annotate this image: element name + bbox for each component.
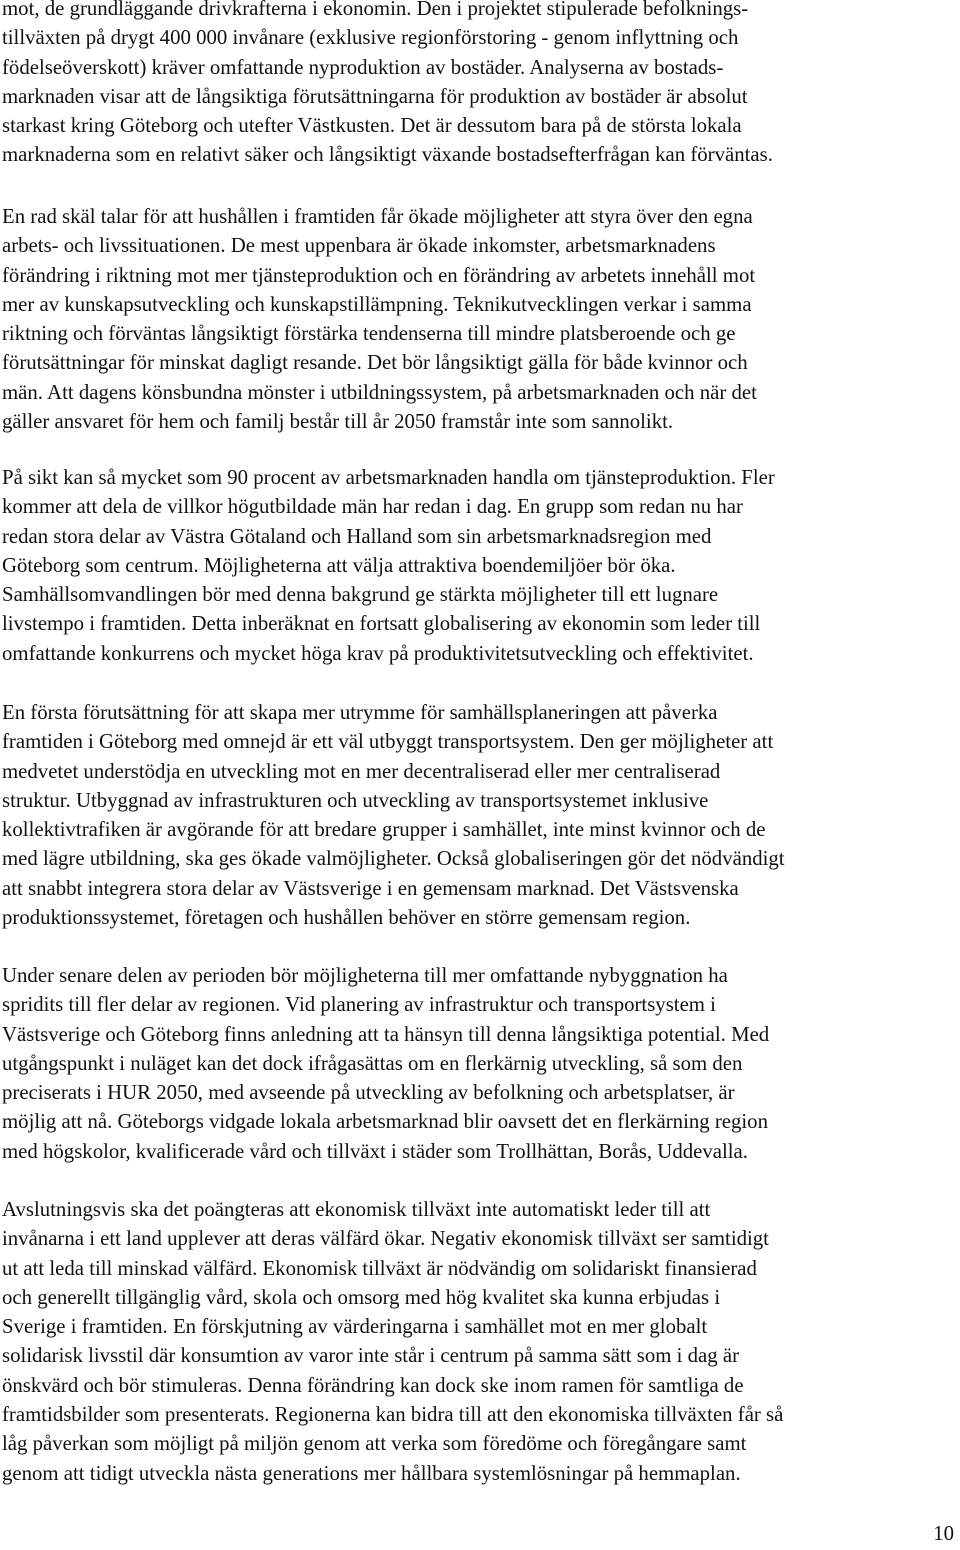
text-line: preciserats i HUR 2050, med avseende på utveckling av befolkning och arbetsplatser, är [2, 1081, 735, 1105]
text-line: medvetet understödja en utveckling mot en mer decentraliserad eller mer centraliserad [2, 759, 721, 783]
text-line: arbets- och livssituationen. De mest uppenbara är ökade inkomster, arbetsmarknadens [2, 234, 716, 258]
text-line: låg påverkan som möjligt på miljön genom att verka som föredöme och föregångare samt [2, 1432, 747, 1456]
text-line: Samhällsomvandlingen bör med denna bakgrund ge stärkta möjligheter till ett lugnare [2, 583, 719, 607]
paragraph-2 [2, 202, 757, 436]
text-line: Sverige i framtiden. En förskjutning av värderingarna i samhället mot en mer globalt [2, 1315, 708, 1339]
text-line: marknaderna som en relativt säker och långsiktigt växande bostadsefterfrågan kan förväntas. [2, 143, 773, 167]
text-line: män. Att dagens könsbundna mönster i utbildningssystem, på arbetsmarknaden och när det [2, 380, 757, 404]
text-line: framtidsbilder som presenterats. Regionerna kan bidra till att den ekonomiska tillväxten får så [2, 1403, 784, 1427]
text-line: Under senare delen av perioden bör möjligheterna till mer omfattande nybyggnation ha [2, 964, 728, 987]
text-line: livstempo i framtiden. Detta inberäknat en fortsatt globalisering av ekonomin som leder till [2, 612, 761, 636]
text-line: omfattande konkurrens och mycket höga krav på produktivitetsutveckling och effektivitet. [2, 641, 754, 665]
text-line: marknaden visar att de långsiktiga förutsättningarna för produktion av bostäder är absolut [2, 84, 748, 108]
text-line: kollektivtrafiken är avgörande för att bredare grupper i samhället, inte minst kvinnor och de [2, 818, 766, 842]
text-line: Västsverige och Göteborg finns anledning att ta hänsyn till denna långsiktiga potential. Med [2, 1022, 770, 1046]
paragraph-5 [2, 961, 769, 1166]
text-line: med högskolor, kvalificerade vård och tillväxt i städer som Trollhättan, Borås, Uddevalla. [2, 1139, 748, 1163]
text-line: och generellt tillgänglig vård, skola och omsorg med hög kvalitet ska kunna erbjudas i [2, 1285, 721, 1309]
text-line: Avslutningsvis ska det poängteras att ekonomisk tillväxt inte automatiskt leder till att [2, 1198, 711, 1221]
text-line: En första förutsättning för att skapa mer utrymme för samhällsplaneringen att påverka [2, 701, 718, 724]
text-line: tillväxten på drygt 400 000 invånare (exklusive regionförstoring - genom inflyttning och [2, 26, 739, 50]
text-line: Göteborg som centrum. Möjligheterna att välja attraktiva boendemiljöer bör öka. [2, 553, 676, 577]
text-line: att snabbt integrera stora delar av Västsverige i en gemensam marknad. Det Västsvenska [2, 876, 739, 900]
text-line: kommer att dela de villkor högutbildade män har redan i dag. En grupp som redan nu har [2, 495, 743, 519]
text-line: utgångspunkt i nuläget kan det dock ifrågasättas om en flerkärnig utveckling, så som den [2, 1051, 743, 1075]
text-line: På sikt kan så mycket som 90 procent av arbetsmarknaden handla om tjänsteproduktion. Fler [2, 466, 775, 489]
text-line: gäller ansvaret för hem och familj består till år 2050 framstår inte som sannolikt. [2, 410, 674, 434]
text-line: struktur. Utbyggnad av infrastrukturen och utveckling av transportsystemet inklusive [2, 788, 709, 812]
text-line: framtiden i Göteborg med omnejd är ett väl utbyggt transportsystem. Den ger möjligheter att [2, 730, 774, 754]
text-line: genom att tidigt utveckla nästa generations mer hållbara systemlösningar på hemmaplan. [2, 1461, 741, 1485]
text-line: produktionssystemet, företagen och hushållen behöver en större gemensam region. [2, 906, 691, 930]
paragraph-4 [2, 698, 785, 932]
text-line: förändring i riktning mot mer tjänsteproduktion och en förändring av arbetets innehåll mot [2, 263, 756, 287]
text-line: riktning och förväntas långsiktigt förstärka tendenserna till mindre platsberoende och ge [2, 322, 736, 346]
paragraph-1 [2, 0, 773, 170]
paragraph-6 [2, 1195, 783, 1488]
text-line: mot, de grundläggande drivkrafterna i ekonomin. Den i projektet stipulerade befolknings- [2, 0, 749, 20]
text-line: ut att leda till minskad välfärd. Ekonomisk tillväxt är nödvändig om solidariskt finansierad [2, 1256, 757, 1280]
text-line: En rad skäl talar för att hushållen i framtiden får ökade möjligheter att styra över den egna [2, 205, 753, 228]
text-line: mer av kunskapsutveckling och kunskapstillämpning. Teknikutvecklingen verkar i samma [2, 292, 752, 316]
text-line: solidarisk livsstil där konsumtion av varor inte står i centrum på samma sätt som i dag är [2, 1344, 739, 1368]
text-line: med lägre utbildning, ska ges ökade valmöjligheter. Också globaliseringen gör det nödvändigt [2, 847, 785, 871]
text-line: födelseöverskott) kräver omfattande nyproduktion av bostäder. Analyserna av bostads- [2, 55, 724, 79]
text-line: önskvärd och bör stimuleras. Denna förändring kan dock ske inom ramen för samtliga de [2, 1373, 744, 1397]
page-number: 10 [933, 1522, 954, 1545]
paragraph-3 [2, 463, 775, 668]
text-line: förutsättningar för minskat dagligt resande. Det bör långsiktigt gälla för både kvinnor och [2, 351, 748, 375]
text-line: invånarna i ett land upplever att deras välfärd ökar. Negativ ekonomisk tillväxt ser samtidigt [2, 1227, 769, 1251]
text-line: möjlig att nå. Göteborgs vidgade lokala arbetsmarknad blir oavsett det en flerkärning region [2, 1110, 768, 1134]
text-line: redan stora delar av Västra Götaland och Halland som sin arbetsmarknadsregion med [2, 524, 712, 548]
text-line: starkast kring Göteborg och utefter Västkusten. Det är dessutom bara på de största lokala [2, 114, 742, 138]
text-line: spridits till fler delar av regionen. Vid planering av infrastruktur och transportsystem i [2, 993, 716, 1017]
